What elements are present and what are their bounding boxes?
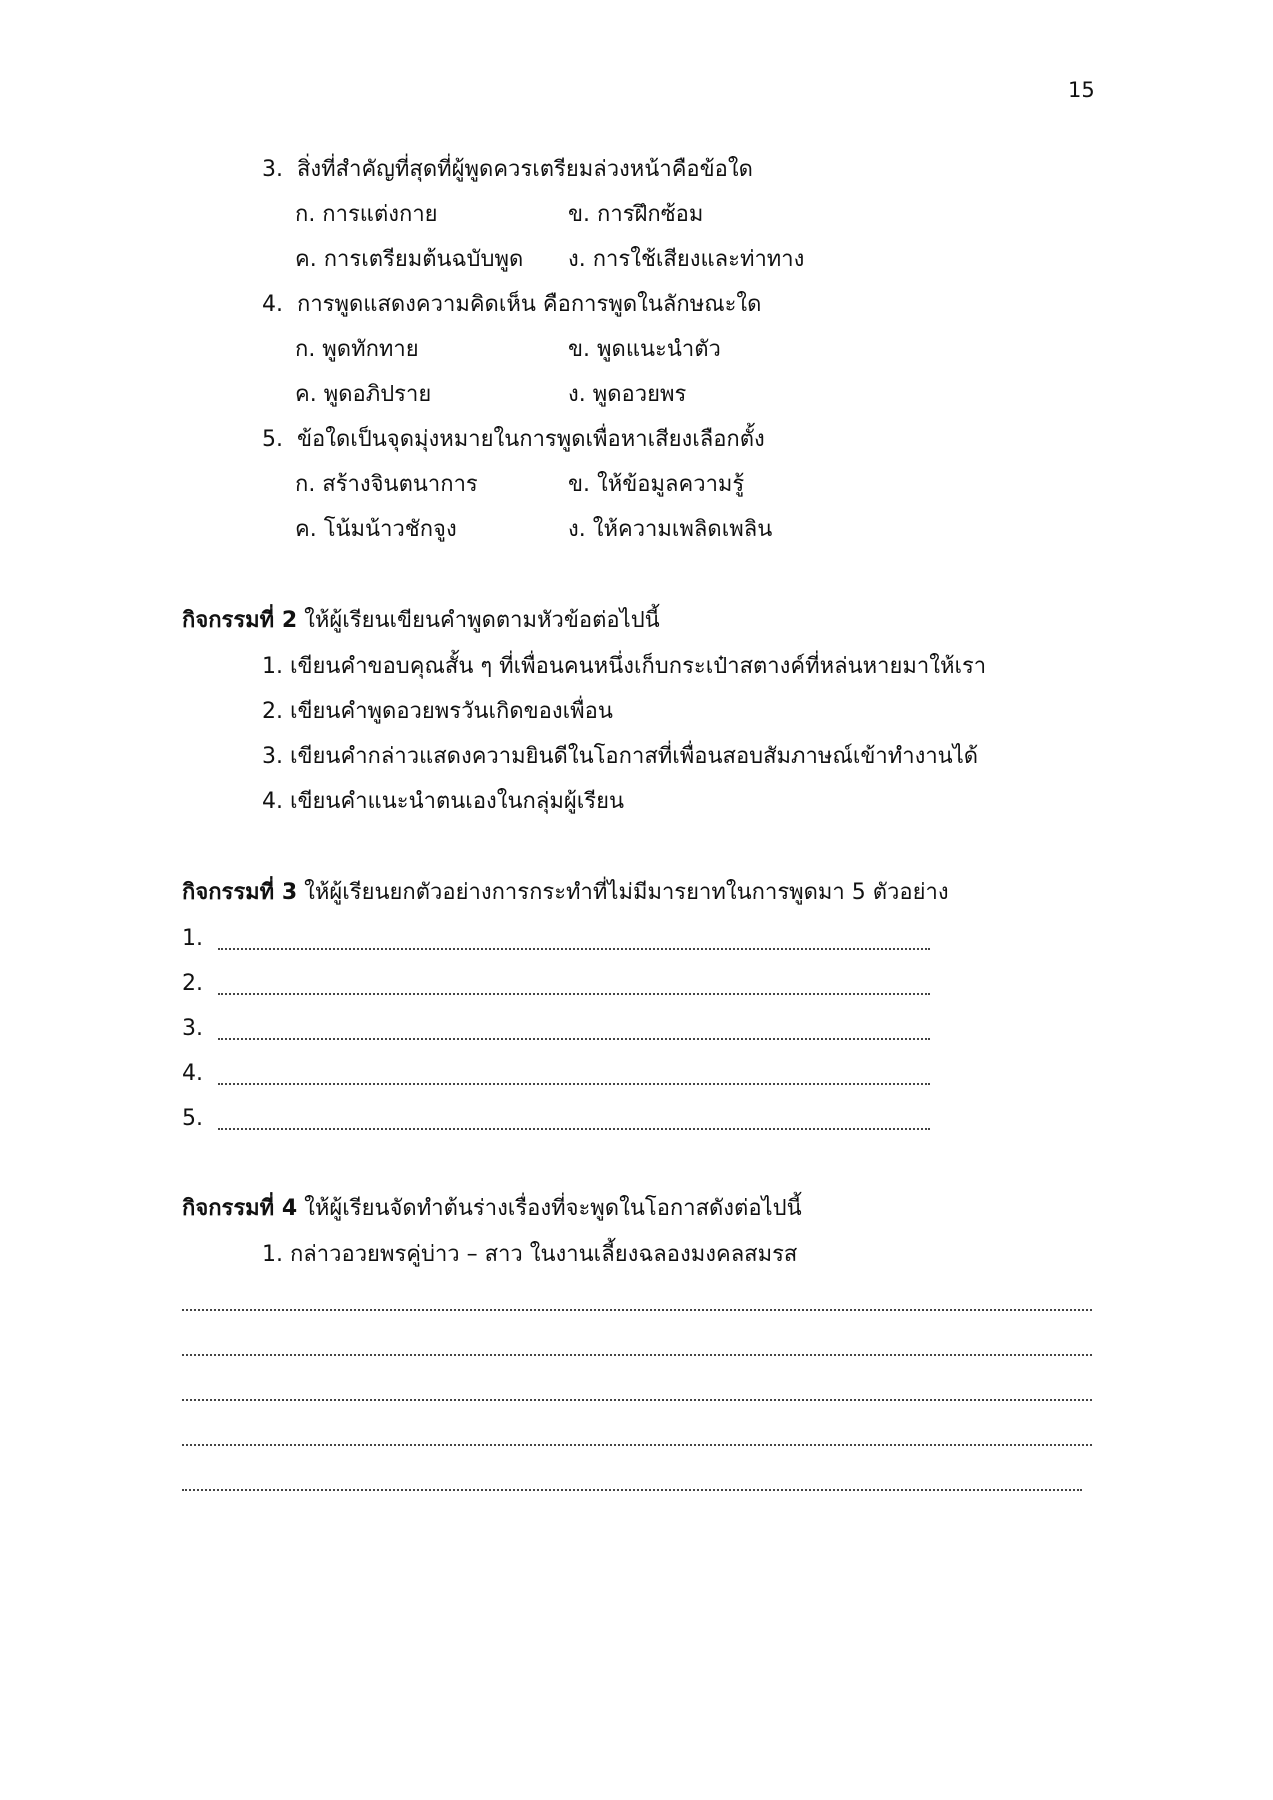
activity-4-heading [182,1194,802,1224]
answer-line-2[interactable] [218,993,930,995]
draft-line-5[interactable] [182,1489,1082,1491]
answer-number: 1. [182,926,203,951]
answer-line-5[interactable] [218,1128,930,1130]
activity-2-item: 1. เขียนคำขอบคุณสั้น ๆ ที่เพื่อนคนหนึ่งเก็บกระเป๋าสตางค์ที่หล่นหายมาให้เรา [262,654,987,679]
activity-2-item: 3. เขียนคำกล่าวแสดงความยินดีในโอกาสที่เพื่อนสอบสัมภาษณ์เข้าทำงานได้ [262,744,979,769]
activity-3-heading [182,878,949,908]
question-number: 3. [262,157,283,182]
option-a: ก. พูดทักทาย [295,337,419,362]
answer-number: 5. [182,1106,203,1131]
option-d: ง. การใช้เสียงและท่าทาง [568,247,805,272]
option-c: ค. พูดอภิปราย [295,382,432,407]
answer-number: 3. [182,1016,203,1041]
option-b: ข. การฝึกซ้อม [568,202,704,227]
option-a: ก. การแต่งกาย [295,202,438,227]
option-b: ข. พูดแนะนำตัว [568,337,721,362]
draft-line-3[interactable] [182,1399,1092,1401]
question-4 [262,290,761,320]
page-number: 15 [1068,78,1095,102]
question-5 [262,425,765,455]
answer-number: 2. [182,971,203,996]
option-c: ค. การเตรียมต้นฉบับพูด [295,247,524,272]
activity-4-item: 1. กล่าวอวยพรคู่บ่าว – สาว ในงานเลี้ยงฉลองมงคลสมรส [262,1242,798,1267]
question-3 [262,155,753,185]
question-number: 5. [262,427,283,452]
question-text: การพูดแสดงความคิดเห็น คือการพูดในลักษณะใด [297,292,762,317]
answer-line-1[interactable] [218,948,930,950]
activity-2-item: 2. เขียนคำพูดอวยพรวันเกิดของเพื่อน [262,699,613,724]
option-c: ค. โน้มน้าวชักจูง [295,517,457,542]
answer-line-3[interactable] [218,1038,930,1040]
activity-instruction: ให้ผู้เรียนยกตัวอย่างการกระทำที่ไม่มีมารยาทในการพูดมา 5 ตัวอย่าง [297,880,949,905]
activity-label: กิจกรรมที่ 2 [182,608,298,633]
activity-2-heading [182,606,660,636]
option-d: ง. พูดอวยพร [568,382,687,407]
question-text: สิ่งที่สำคัญที่สุดที่ผู้พูดควรเตรียมล่วงหน้าคือข้อใด [297,157,753,182]
activity-label: กิจกรรมที่ 4 [182,1196,298,1221]
activity-2-item: 4. เขียนคำแนะนำตนเองในกลุ่มผู้เรียน [262,789,625,814]
option-b: ข. ให้ข้อมูลความรู้ [568,472,745,497]
activity-label: กิจกรรมที่ 3 [182,880,298,905]
answer-number: 4. [182,1061,203,1086]
answer-line-4[interactable] [218,1083,930,1085]
option-a: ก. สร้างจินตนาการ [295,472,478,497]
draft-line-2[interactable] [182,1354,1092,1356]
activity-instruction: ให้ผู้เรียนจัดทำต้นร่างเรื่องที่จะพูดในโอกาสดังต่อไปนี้ [297,1196,802,1221]
question-text: ข้อใดเป็นจุดมุ่งหมายในการพูดเพื่อหาเสียงเลือกตั้ง [297,427,765,452]
question-number: 4. [262,292,283,317]
draft-line-4[interactable] [182,1444,1092,1446]
activity-instruction: ให้ผู้เรียนเขียนคำพูดตามหัวข้อต่อไปนี้ [297,608,660,633]
draft-line-1[interactable] [182,1309,1092,1311]
option-d: ง. ให้ความเพลิดเพลิน [568,517,773,542]
